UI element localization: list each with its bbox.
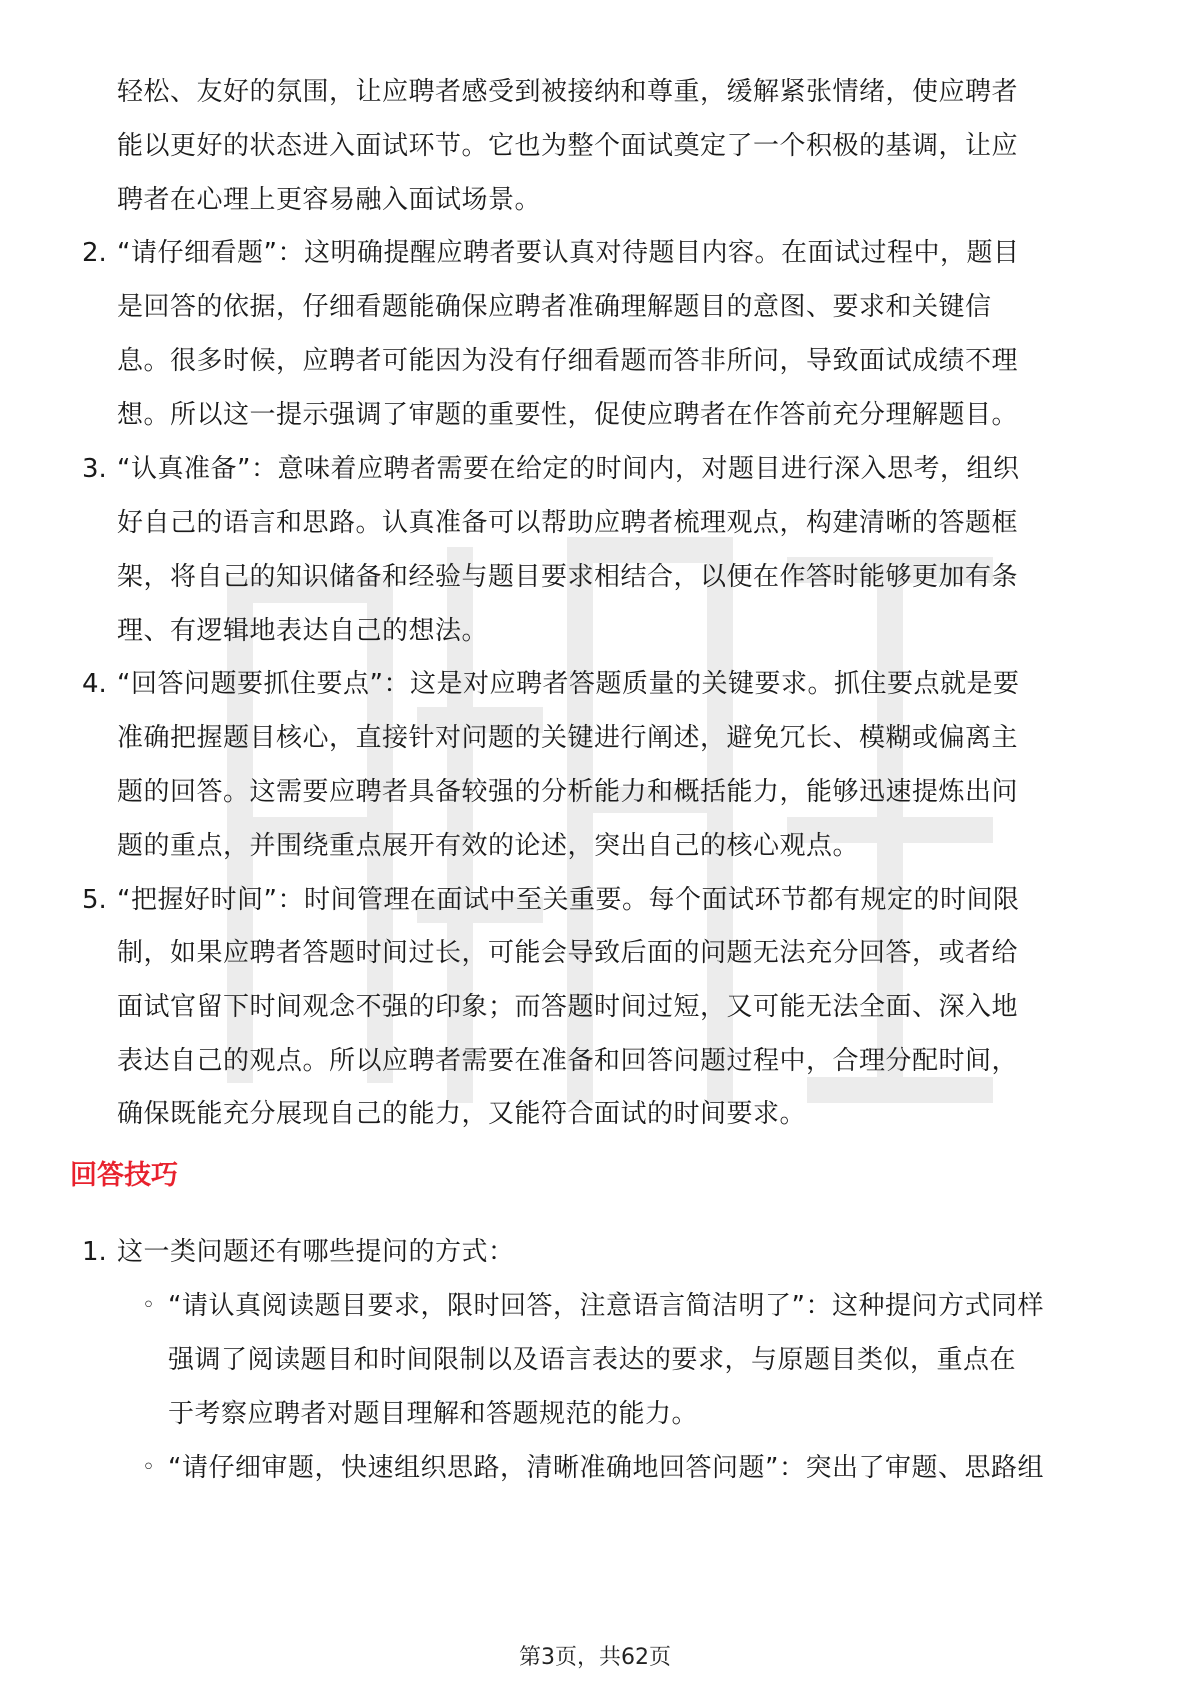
list-item-line: 架，将自己的知识储备和经验与题目要求相结合，以便在作答时能够更加有条 [117, 562, 1019, 592]
list-item-line: 表达自己的观点。所以应聘者需要在准备和回答问题过程中，合理分配时间， [117, 1046, 1019, 1076]
list-item-line: 好自己的语言和思路。认真准备可以帮助应聘者梳理观点，构建清晰的答题框 [117, 508, 1019, 538]
list-item-line: 制，如果应聘者答题时间过长，可能会导致后面的问题无法充分回答，或者给 [117, 938, 1019, 968]
section-heading: 回答技巧 [70, 1160, 178, 1191]
list-item-line: 理、有逻辑地表达自己的想法。 [117, 616, 489, 646]
intro-line: 能以更好的状态进入面试环节。它也为整个面试奠定了一个积极的基调，让应 [117, 131, 1019, 161]
sub-item-line: “请认真阅读题目要求，限时回答，注意语言简洁明了”：这种提问方式同样 [168, 1291, 1044, 1321]
list-number: 3. [82, 454, 107, 484]
list-number: 1. [82, 1237, 107, 1267]
list-item-line: “认真准备”：意味着应聘者需要在给定的时间内，对题目进行深入思考，组织 [117, 454, 1020, 484]
list-item-line: 题的回答。这需要应聘者具备较强的分析能力和概括能力，能够迅速提炼出问 [117, 777, 1019, 807]
bullet-marker: ◦ [142, 1455, 155, 1480]
intro-line: 聘者在心理上更容易融入面试场景。 [117, 185, 542, 215]
bullet-marker: ◦ [142, 1293, 155, 1318]
sub-item-line: 强调了阅读题目和时间限制以及语言表达的要求，与原题目类似，重点在 [168, 1345, 1017, 1375]
list-number: 4. [82, 669, 107, 699]
page-number-footer: 第3页，共62页 [519, 1645, 671, 1670]
list-item-line: “回答问题要抓住要点”：这是对应聘者答题质量的关键要求。抓住要点就是要 [117, 669, 1020, 699]
list-item-line: 想。所以这一提示强调了审题的重要性，促使应聘者在作答前充分理解题目。 [117, 400, 1019, 430]
list-item-line: 这一类问题还有哪些提问的方式： [117, 1237, 515, 1267]
sub-item-line: “请仔细审题，快速组织思路，清晰准确地回答问题”：突出了审题、思路组 [168, 1453, 1044, 1483]
list-item-line: “请仔细看题”：这明确提醒应聘者要认真对待题目内容。在面试过程中，题目 [117, 238, 1020, 268]
list-number: 5. [82, 885, 107, 915]
sub-item-line: 于考察应聘者对题目理解和答题规范的能力。 [168, 1399, 699, 1429]
list-item-line: 是回答的依据，仔细看题能确保应聘者准确理解题目的意图、要求和关键信 [117, 292, 992, 322]
list-item-line: 确保既能充分展现自己的能力，又能符合面试的时间要求。 [117, 1099, 807, 1129]
list-item-line: “把握好时间”：时间管理在面试中至关重要。每个面试环节都有规定的时间限 [117, 885, 1020, 915]
list-number: 2. [82, 238, 107, 268]
list-item-line: 面试官留下时间观念不强的印象；而答题时间过短，又可能无法全面、深入地 [117, 992, 1019, 1022]
list-item-line: 息。很多时候，应聘者可能因为没有仔细看题而答非所问，导致面试成绩不理 [117, 346, 1019, 376]
list-item-line: 题的重点，并围绕重点展开有效的论述，突出自己的核心观点。 [117, 831, 860, 861]
intro-line: 轻松、友好的氛围，让应聘者感受到被接纳和尊重，缓解紧张情绪，使应聘者 [117, 77, 1019, 107]
list-item-line: 准确把握题目核心，直接针对问题的关键进行阐述，避免冗长、模糊或偏离主 [117, 723, 1019, 753]
